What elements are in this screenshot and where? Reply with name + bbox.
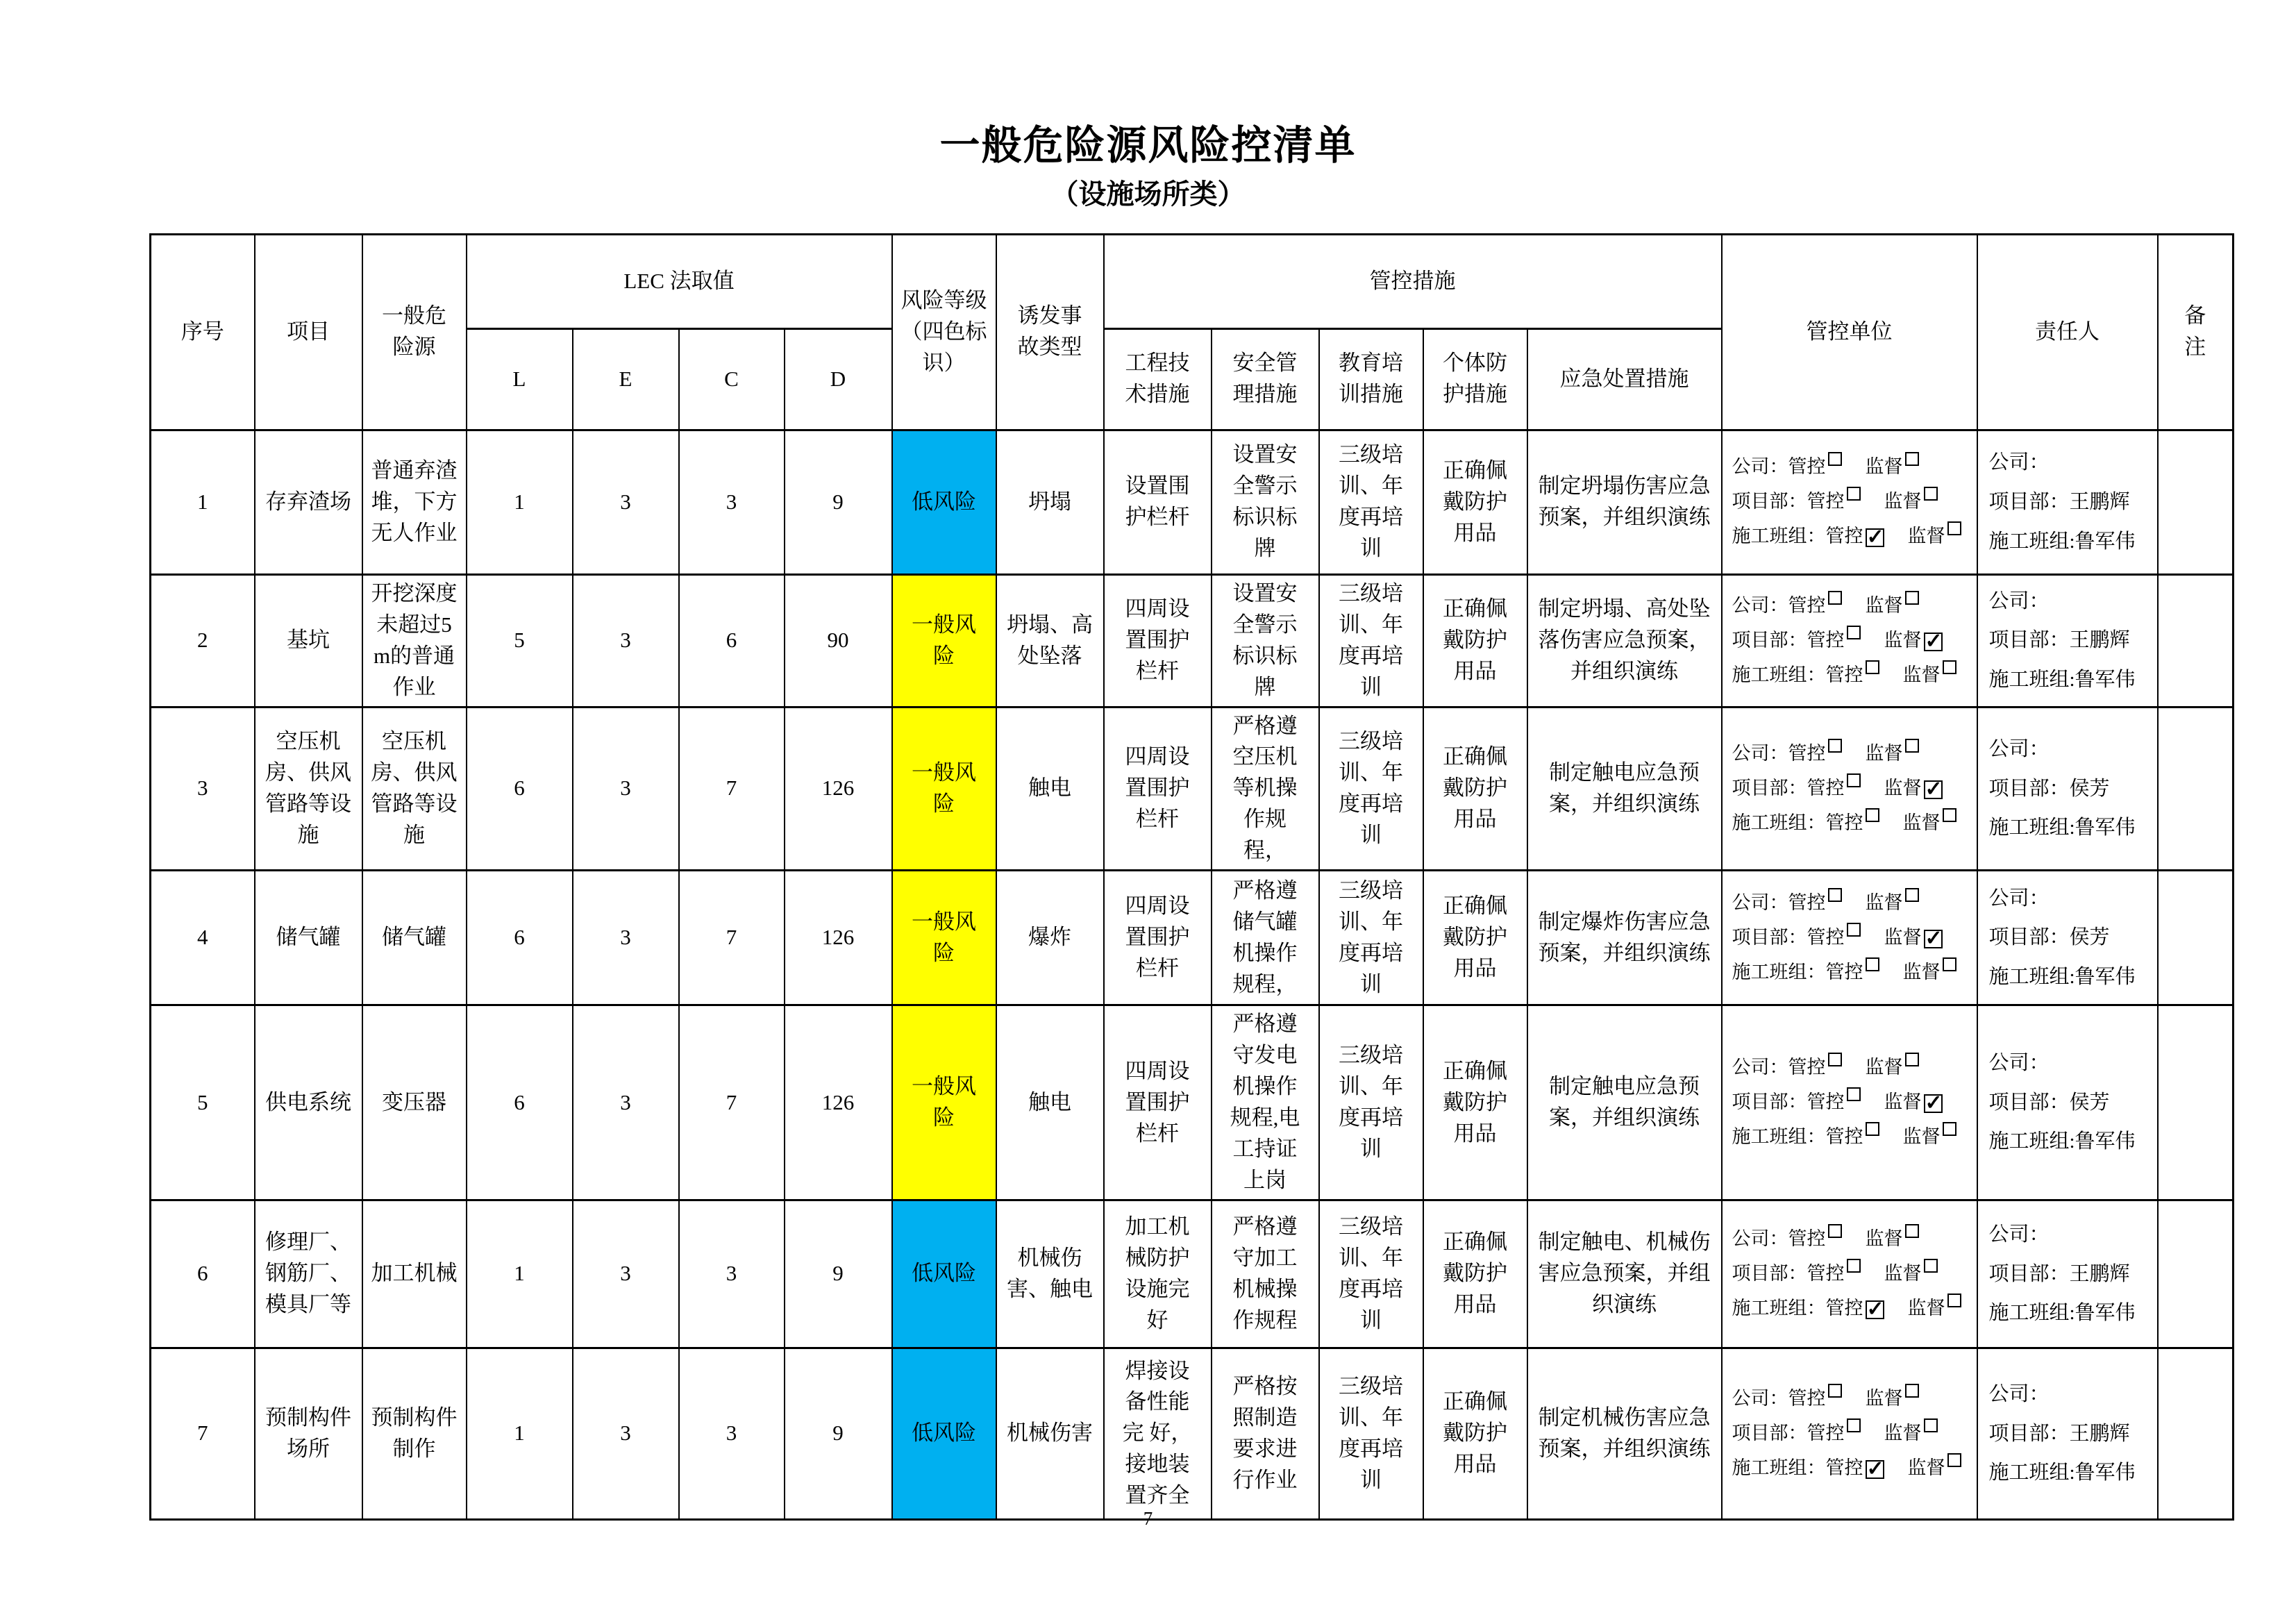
cell-accident: 坍塌 [996, 430, 1104, 574]
unit-line-supervise-label: 监督 [1884, 1262, 1922, 1284]
cell-project: 存弃渣场 [255, 430, 362, 574]
unit-line-label: 施工班组：管控 [1732, 1297, 1863, 1319]
unit-line [1732, 450, 1970, 485]
unit-line-supervise-label: 监督 [1907, 1457, 1945, 1478]
unit-line-supervise-label: 监督 [1884, 1091, 1922, 1113]
resp-line: 公司： [1988, 1383, 2050, 1406]
cell-ppe: 正确佩戴防护用品 [1423, 707, 1527, 871]
unit-line-label: 施工班组：管控 [1732, 812, 1863, 833]
checkbox-jiandu-icon[interactable] [1905, 591, 1919, 605]
unit-line-supervise-label: 监督 [1884, 629, 1922, 651]
resp-line: 公司： [1988, 589, 2050, 612]
cell-eng: 焊接设备性能完 好，接地装置齐全 [1104, 1348, 1212, 1519]
cell-seq: 5 [151, 1005, 255, 1200]
unit-line-supervise-label: 监督 [1865, 1228, 1903, 1249]
unit-line [1732, 806, 1970, 841]
unit-line-label: 施工班组：管控 [1732, 664, 1863, 685]
resp-line: 公司： [1988, 1052, 2050, 1075]
cell-d: 126 [785, 871, 892, 1005]
resp-line: 施工班组:鲁军伟 [1988, 1302, 2136, 1325]
cell-project: 基坑 [255, 574, 362, 707]
cell-project: 储气罐 [255, 871, 362, 1005]
cell-hazard: 预制构件制作 [362, 1348, 467, 1519]
cell-e: 3 [573, 1005, 679, 1200]
resp-line: 项目部：王鹏辉 [1988, 1262, 2130, 1285]
cell-risk: 低风险 [892, 430, 996, 574]
header-l: L [467, 328, 573, 430]
checkbox-guankong-checked-icon[interactable]: ✓ [1866, 1297, 1884, 1321]
cell-ppe: 正确佩戴防护用品 [1423, 430, 1527, 574]
unit-line-supervise-label: 监督 [1865, 742, 1903, 764]
unit-line-label: 公司：管控 [1732, 456, 1826, 478]
cell-edu: 三级培训、年度再培训 [1319, 871, 1423, 1005]
cell-risk: 低风险 [892, 1200, 996, 1348]
cell-edu: 三级培训、年度再培训 [1319, 1200, 1423, 1348]
cell-c: 3 [679, 430, 785, 574]
cell-remark [2158, 707, 2234, 871]
header-seq: 序号 [151, 234, 255, 430]
checkbox-guankong-icon[interactable] [1828, 1053, 1842, 1066]
cell-edu: 三级培训、年度再培训 [1319, 1348, 1423, 1519]
unit-line [1732, 1451, 1970, 1486]
checkbox-guankong-icon[interactable] [1847, 1418, 1861, 1432]
unit-line-supervise-label: 监督 [1902, 961, 1941, 982]
cell-seq: 2 [151, 574, 255, 707]
cell-c: 7 [679, 707, 785, 871]
cell-unit [1722, 1200, 1977, 1348]
cell-resp [1977, 1348, 2158, 1519]
unit-line [1732, 1222, 1970, 1257]
header-c: C [679, 328, 785, 430]
unit-line-supervise-label: 监督 [1907, 1297, 1945, 1319]
page-title: 一般危险源风险控清单 [939, 123, 1357, 168]
unit-line-supervise-label: 监督 [1865, 1057, 1903, 1078]
cell-resp [1977, 430, 2158, 574]
cell-seq: 7 [151, 1348, 255, 1519]
cell-risk: 一般风险 [892, 1005, 996, 1200]
unit-line-label: 公司：管控 [1732, 1387, 1826, 1409]
unit-line-label: 公司：管控 [1732, 891, 1826, 913]
unit-line-label: 施工班组：管控 [1732, 961, 1863, 982]
checkbox-jiandu-icon[interactable] [1943, 660, 1956, 674]
cell-c: 7 [679, 1005, 785, 1200]
cell-eng: 四周设置围护栏杆 [1104, 1005, 1212, 1200]
cell-project: 空压机房、供风管路等设施 [255, 707, 362, 871]
cell-resp [1977, 1200, 2158, 1348]
risk-control-table [149, 233, 2234, 1521]
cell-ppe: 正确佩戴防护用品 [1423, 1348, 1527, 1519]
table-row [151, 707, 2234, 871]
cell-ppe: 正确佩戴防护用品 [1423, 871, 1527, 1005]
header-resp: 责任人 [1977, 234, 2158, 430]
cell-emg: 制定坍塌伤害应急预案，并组织演练 [1527, 430, 1722, 574]
checkbox-guankong-checked-icon[interactable]: ✓ [1866, 526, 1884, 549]
cell-c: 3 [679, 1348, 785, 1519]
unit-line-supervise-label: 监督 [1884, 926, 1922, 948]
cell-e: 3 [573, 871, 679, 1005]
unit-line [1732, 519, 1970, 554]
cell-l: 5 [467, 574, 573, 707]
unit-line-supervise-label: 监督 [1902, 1126, 1941, 1148]
cell-accident: 爆炸 [996, 871, 1104, 1005]
cell-e: 3 [573, 707, 679, 871]
header-risk: 风险等级（四色标识） [892, 234, 996, 430]
header-m-eng: 工程技术措施 [1104, 328, 1212, 430]
cell-safe: 严格遵储气罐机操作规程， [1212, 871, 1319, 1005]
unit-line [1732, 1291, 1970, 1326]
checkbox-jiandu-checked-icon[interactable]: ✓ [1925, 1091, 1943, 1115]
table-body [151, 430, 2234, 1519]
cell-unit [1722, 871, 1977, 1005]
unit-line [1732, 1120, 1970, 1155]
cell-hazard: 开挖深度未超过5m的普通作业 [362, 574, 467, 707]
resp-line: 施工班组:鲁军伟 [1988, 530, 2136, 553]
checkbox-jiandu-icon[interactable] [1905, 888, 1919, 902]
checkbox-jiandu-icon[interactable] [1905, 452, 1919, 466]
cell-safe: 设置安全警示标识标牌 [1212, 430, 1319, 574]
resp-line: 施工班组:鲁军伟 [1988, 1130, 2136, 1153]
checkbox-guankong-icon[interactable] [1828, 1384, 1842, 1398]
cell-safe: 严格遵守加工机械操作规程 [1212, 1200, 1319, 1348]
checkbox-jiandu-icon[interactable] [1905, 1384, 1919, 1398]
unit-line [1732, 1382, 1970, 1416]
checkbox-guankong-icon[interactable] [1847, 923, 1861, 937]
header-m-edu: 教育培训措施 [1319, 328, 1423, 430]
cell-d: 9 [785, 1200, 892, 1348]
cell-emg: 制定坍塌、高处坠落伤害应急预案，并组织演练 [1527, 574, 1722, 707]
unit-line [1732, 1416, 1970, 1451]
cell-remark [2158, 1200, 2234, 1348]
cell-unit [1722, 430, 1977, 574]
table-row [151, 871, 2234, 1005]
checkbox-guankong-icon[interactable] [1847, 1087, 1861, 1101]
cell-c: 3 [679, 1200, 785, 1348]
header-m-ppe: 个体防护措施 [1423, 328, 1527, 430]
cell-edu: 三级培训、年度再培训 [1319, 707, 1423, 871]
unit-line-label: 施工班组：管控 [1732, 1457, 1863, 1478]
checkbox-guankong-icon[interactable] [1847, 773, 1861, 787]
cell-l: 6 [467, 871, 573, 1005]
unit-line [1732, 1085, 1970, 1120]
resp-line: 施工班组:鲁军伟 [1988, 1462, 2136, 1484]
unit-line-label: 项目部：管控 [1732, 1262, 1845, 1284]
cell-hazard: 普通弃渣堆，下方无人作业 [362, 430, 467, 574]
header-d: D [785, 328, 892, 430]
cell-unit [1722, 1348, 1977, 1519]
unit-line-label: 项目部：管控 [1732, 926, 1845, 948]
unit-line [1732, 589, 1970, 623]
table-header [151, 234, 2234, 430]
checkbox-guankong-icon[interactable] [1866, 957, 1879, 971]
unit-line-supervise-label: 监督 [1865, 1387, 1903, 1409]
checkbox-jiandu-icon[interactable] [1947, 1453, 1961, 1467]
cell-d: 126 [785, 707, 892, 871]
resp-line: 施工班组:鲁军伟 [1988, 966, 2136, 988]
cell-e: 3 [573, 1200, 679, 1348]
checkbox-guankong-icon[interactable] [1866, 808, 1879, 822]
cell-hazard: 加工机械 [362, 1200, 467, 1348]
unit-line-supervise-label: 监督 [1907, 526, 1945, 547]
header-project: 项目 [255, 234, 362, 430]
cell-seq: 1 [151, 430, 255, 574]
checkbox-jiandu-checked-icon[interactable]: ✓ [1925, 926, 1943, 950]
cell-risk: 低风险 [892, 1348, 996, 1519]
unit-line-label: 公司：管控 [1732, 1057, 1826, 1078]
resp-line: 项目部：王鹏辉 [1988, 1422, 2130, 1445]
cell-e: 3 [573, 574, 679, 707]
checkbox-jiandu-icon[interactable] [1947, 1294, 1961, 1307]
table-row [151, 430, 2234, 574]
cell-emg: 制定机械伤害应急预案，并组织演练 [1527, 1348, 1722, 1519]
checkbox-jiandu-icon[interactable] [1924, 1418, 1938, 1432]
cell-eng: 四周设置围护栏杆 [1104, 707, 1212, 871]
unit-line [1732, 1050, 1970, 1085]
checkbox-guankong-icon[interactable] [1828, 591, 1842, 605]
cell-edu: 三级培训、年度再培训 [1319, 430, 1423, 574]
cell-l: 6 [467, 707, 573, 871]
checkbox-jiandu-icon[interactable] [1905, 1224, 1919, 1238]
cell-d: 9 [785, 1348, 892, 1519]
checkbox-guankong-icon[interactable] [1828, 888, 1842, 902]
unit-line [1732, 921, 1970, 955]
resp-line: 公司： [1988, 1223, 2050, 1246]
header-lec: LEC 法取值 [467, 234, 892, 328]
resp-line: 公司： [1988, 451, 2050, 474]
cell-seq: 3 [151, 707, 255, 871]
cell-unit [1722, 707, 1977, 871]
resp-line: 施工班组:鲁军伟 [1988, 668, 2136, 691]
table-row [151, 1005, 2234, 1200]
cell-emg: 制定触电、机械伤害应急预案，并组织演练 [1527, 1200, 1722, 1348]
resp-line: 施工班组:鲁军伟 [1988, 817, 2136, 839]
resp-line: 项目部：侯芳 [1988, 926, 2110, 949]
unit-line-label: 公司：管控 [1732, 742, 1826, 764]
table-row [151, 574, 2234, 707]
unit-line-label: 施工班组：管控 [1732, 526, 1863, 547]
cell-l: 1 [467, 430, 573, 574]
checkbox-guankong-checked-icon[interactable]: ✓ [1866, 1457, 1884, 1480]
cell-hazard: 空压机房、供风管路等设施 [362, 707, 467, 871]
cell-remark [2158, 871, 2234, 1005]
checkbox-jiandu-icon[interactable] [1943, 957, 1956, 971]
cell-accident: 机械伤害 [996, 1348, 1104, 1519]
cell-remark [2158, 430, 2234, 574]
checkbox-jiandu-checked-icon[interactable]: ✓ [1925, 777, 1943, 801]
cell-risk: 一般风险 [892, 707, 996, 871]
checkbox-guankong-icon[interactable] [1828, 452, 1842, 466]
cell-l: 1 [467, 1348, 573, 1519]
cell-ppe: 正确佩戴防护用品 [1423, 1005, 1527, 1200]
cell-eng: 加工机械防护设施完好 [1104, 1200, 1212, 1348]
unit-line-supervise-label: 监督 [1902, 812, 1941, 833]
unit-line [1732, 737, 1970, 771]
cell-remark [2158, 1348, 2234, 1519]
cell-seq: 6 [151, 1200, 255, 1348]
cell-c: 7 [679, 871, 785, 1005]
cell-d: 90 [785, 574, 892, 707]
resp-line: 项目部：侯芳 [1988, 777, 2110, 800]
checkbox-jiandu-icon[interactable] [1943, 808, 1956, 822]
cell-unit [1722, 574, 1977, 707]
cell-accident: 坍塌、高处坠落 [996, 574, 1104, 707]
cell-resp [1977, 871, 2158, 1005]
table-row [151, 1348, 2234, 1519]
resp-line: 项目部：王鹏辉 [1988, 491, 2130, 514]
cell-eng: 四周设置围护栏杆 [1104, 871, 1212, 1005]
cell-eng: 四周设置围护栏杆 [1104, 574, 1212, 707]
unit-line-supervise-label: 监督 [1884, 1422, 1922, 1443]
checkbox-jiandu-checked-icon[interactable]: ✓ [1925, 629, 1943, 653]
cell-project: 预制构件场所 [255, 1348, 362, 1519]
cell-safe: 严格遵守发电机操作规程,电工持证上岗 [1212, 1005, 1319, 1200]
checkbox-jiandu-icon[interactable] [1924, 487, 1938, 501]
checkbox-guankong-icon[interactable] [1866, 1122, 1879, 1136]
header-measures: 管控措施 [1104, 234, 1722, 328]
cell-safe: 严格遵空压机等机操作规程， [1212, 707, 1319, 871]
unit-line-label: 项目部：管控 [1732, 1422, 1845, 1443]
header-accident: 诱发事故类型 [996, 234, 1104, 430]
unit-line [1732, 771, 1970, 806]
unit-line-supervise-label: 监督 [1884, 777, 1922, 798]
cell-safe: 设置安全警示标识标牌 [1212, 574, 1319, 707]
cell-edu: 三级培训、年度再培训 [1319, 1005, 1423, 1200]
cell-edu: 三级培训、年度再培训 [1319, 574, 1423, 707]
cell-hazard: 变压器 [362, 1005, 467, 1200]
cell-l: 6 [467, 1005, 573, 1200]
unit-line [1732, 658, 1970, 693]
unit-line [1732, 485, 1970, 519]
cell-resp [1977, 707, 2158, 871]
cell-ppe: 正确佩戴防护用品 [1423, 1200, 1527, 1348]
cell-accident: 触电 [996, 1005, 1104, 1200]
unit-line-supervise-label: 监督 [1865, 456, 1903, 478]
checkbox-guankong-icon[interactable] [1866, 660, 1879, 674]
unit-line [1732, 886, 1970, 921]
unit-line [1732, 623, 1970, 658]
unit-line-label: 公司：管控 [1732, 594, 1826, 616]
resp-line: 项目部：王鹏辉 [1988, 629, 2130, 652]
unit-line-label: 项目部：管控 [1732, 777, 1845, 798]
cell-accident: 触电 [996, 707, 1104, 871]
unit-line-supervise-label: 监督 [1884, 491, 1922, 512]
checkbox-guankong-icon[interactable] [1847, 1259, 1861, 1273]
checkbox-guankong-icon[interactable] [1828, 1224, 1842, 1238]
cell-resp [1977, 1005, 2158, 1200]
unit-line-supervise-label: 监督 [1902, 664, 1941, 685]
unit-line-label: 施工班组：管控 [1732, 1126, 1863, 1148]
page-subtitle: （设施场所类） [1050, 178, 1246, 210]
cell-d: 9 [785, 430, 892, 574]
page-number: 7 [1143, 1508, 1153, 1529]
cell-ppe: 正确佩戴防护用品 [1423, 574, 1527, 707]
cell-remark [2158, 574, 2234, 707]
cell-hazard: 储气罐 [362, 871, 467, 1005]
cell-seq: 4 [151, 871, 255, 1005]
unit-line-supervise-label: 监督 [1865, 594, 1903, 616]
unit-line [1732, 955, 1970, 990]
cell-c: 6 [679, 574, 785, 707]
checkbox-guankong-icon[interactable] [1828, 739, 1842, 753]
cell-d: 126 [785, 1005, 892, 1200]
cell-safe: 严格按照制造要求进行作业 [1212, 1348, 1319, 1519]
cell-resp [1977, 574, 2158, 707]
cell-risk: 一般风险 [892, 871, 996, 1005]
cell-l: 1 [467, 1200, 573, 1348]
header-m-safe: 安全管理措施 [1212, 328, 1319, 430]
cell-e: 3 [573, 430, 679, 574]
cell-remark [2158, 1005, 2234, 1200]
header-unit: 管控单位 [1722, 234, 1977, 430]
header-remark: 备注 [2158, 234, 2234, 430]
unit-line-label: 公司：管控 [1732, 1228, 1826, 1249]
cell-e: 3 [573, 1348, 679, 1519]
cell-emg: 制定爆炸伤害应急预案，并组织演练 [1527, 871, 1722, 1005]
resp-line: 项目部：侯芳 [1988, 1091, 2110, 1114]
unit-line-label: 项目部：管控 [1732, 1091, 1845, 1113]
checkbox-jiandu-icon[interactable] [1924, 1259, 1938, 1273]
checkbox-guankong-icon[interactable] [1847, 487, 1861, 501]
unit-line-label: 项目部：管控 [1732, 491, 1845, 512]
cell-project: 供电系统 [255, 1005, 362, 1200]
checkbox-jiandu-icon[interactable] [1905, 739, 1919, 753]
checkbox-guankong-icon[interactable] [1847, 626, 1861, 639]
cell-emg: 制定触电应急预案，并组织演练 [1527, 707, 1722, 871]
cell-accident: 机械伤害、触电 [996, 1200, 1104, 1348]
resp-line: 公司： [1988, 887, 2050, 910]
cell-emg: 制定触电应急预案，并组织演练 [1527, 1005, 1722, 1200]
resp-line: 公司： [1988, 738, 2050, 761]
checkbox-jiandu-icon[interactable] [1905, 1053, 1919, 1066]
unit-line [1732, 1257, 1970, 1291]
checkbox-jiandu-icon[interactable] [1947, 521, 1961, 535]
unit-line-label: 项目部：管控 [1732, 629, 1845, 651]
unit-line-supervise-label: 监督 [1865, 891, 1903, 913]
header-m-emg: 应急处置措施 [1527, 328, 1722, 430]
cell-risk: 一般风险 [892, 574, 996, 707]
header-hazard: 一般危险源 [362, 234, 467, 430]
cell-eng: 设置围护栏杆 [1104, 430, 1212, 574]
header-e: E [573, 328, 679, 430]
cell-unit [1722, 1005, 1977, 1200]
cell-project: 修理厂、钢筋厂、模具厂等 [255, 1200, 362, 1348]
checkbox-jiandu-icon[interactable] [1943, 1122, 1956, 1136]
table-row [151, 1200, 2234, 1348]
